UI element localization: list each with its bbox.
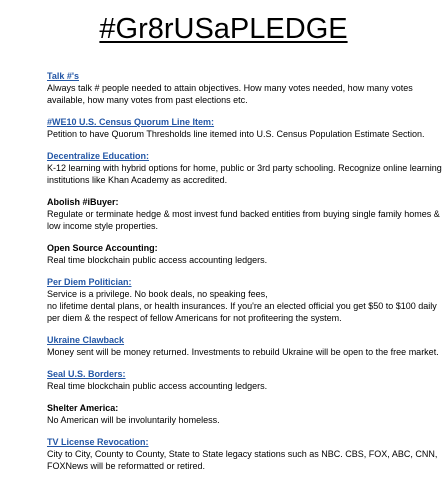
section-body: No American will be involuntarily homeless. [47,415,220,425]
section-heading: Shelter America: [47,403,119,413]
section-body: Real time blockchain public access accounting ledgers. [47,381,268,391]
section-open-source-accounting [47,242,442,266]
section-body: Money sent will be money returned. Investments to rebuild Ukraine will be open to the free market. [47,347,439,357]
section-abolish-ibuyer [47,196,442,232]
section-heading: Open Source Accounting: [47,243,158,253]
pledge-list [47,70,442,482]
section-ukraine-clawback [47,334,442,358]
section-body: Service is a privilege. No book deals, no speaking fees, no lifetime dental plans, or health insurances. If you're an elected official you get $50 to $100 daily per diem & the respect of fellow Americans for not profiteering the system. [47,289,437,323]
section-body: K-12 learning with hybrid options for home, public or 3rd party schooling. Recognize online learning institutions like Khan Academy as accredited. [47,163,442,185]
section-heading[interactable]: Ukraine Clawback [47,335,125,345]
section-body: Always talk # people needed to attain objectives. How many votes needed, how many votes available, how many votes from past elections etc. [47,83,413,105]
section-heading[interactable]: #WE10 U.S. Census Quorum Line Item: [47,117,215,127]
section-per-diem-politician [47,276,442,324]
section-body: Real time blockchain public access accounting ledgers. [47,255,268,265]
section-body: City to City, County to County, State to State legacy stations such as NBC. CBS, FOX, ABC, CNN, FOXNews will be reformatted or retired. [47,449,438,471]
section-census-quorum [47,116,442,140]
section-heading[interactable]: Decentralize Education: [47,151,150,161]
section-heading[interactable]: Per Diem Politician: [47,277,132,287]
section-heading[interactable]: TV License Revocation: [47,437,149,447]
section-heading[interactable]: Talk #'s [47,71,79,81]
section-talk-numbers [47,70,442,106]
section-seal-borders [47,368,442,392]
section-tv-license-revocation [47,436,442,472]
section-heading: Abolish #iBuyer: [47,197,119,207]
section-body: Regulate or terminate hedge & most invest fund backed entities from buying single family homes & low income style properties. [47,209,440,231]
page-title: #Gr8rUSaPLEDGE [99,13,348,45]
section-heading[interactable]: Seal U.S. Borders: [47,369,126,379]
section-shelter-america [47,402,442,426]
section-decentralize-education [47,150,442,186]
section-body: Petition to have Quorum Thresholds line itemed into U.S. Census Population Estimate Section. [47,129,425,139]
